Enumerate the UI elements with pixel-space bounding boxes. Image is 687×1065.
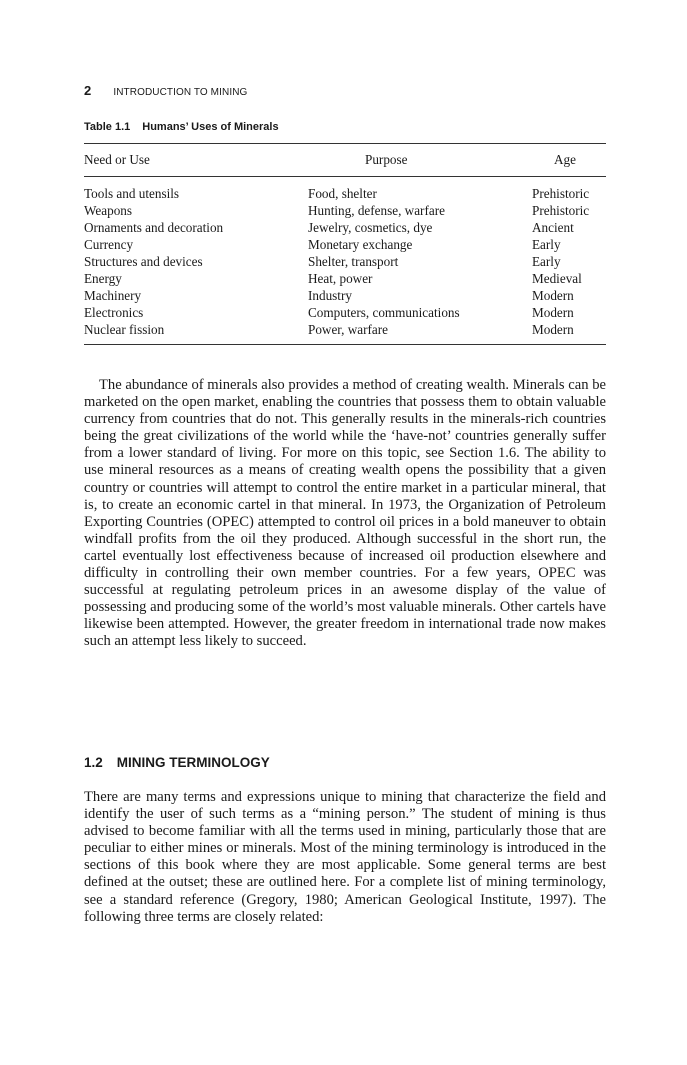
- cell-need: Structures and devices: [84, 254, 203, 269]
- minerals-uses-table: [84, 143, 606, 345]
- header-purpose: Purpose: [365, 152, 408, 167]
- body-paragraph-wealth: The abundance of minerals also provides a method of creating wealth. Minerals can be marketed on the open market, enabling the countries that possess them to obtain valuable currency from countries that do not. This generally results in the minerals-rich countries being the great civilizations of the world while the ‘have-not’ countries generally suffer from a lower standard of living. For more on this topic, see Section 1.6. The ability to use mineral resources as a means of creating wealth opens the possibility that a given country or countries will attempt to control the entire market in a particular mineral, that is, to create an economic cartel in that mineral. In 1973, the Organization of Petroleum Exporting Countries (OPEC) attempted to control oil prices in a bold maneuver to obtain windfall profits from the oil they produced. Although successful in the short run, the cartel eventually lost effectiveness because of increased oil production elsewhere and difficulty in controlling their own member countries. For a few years, OPEC was successful at regulating petroleum prices in an awesome display of the value of possessing and producing some of the world’s most valuable minerals. Other cartels have likewise been attempted. However, the greater freedom in international trade now makes such an attempt less likely to succeed.: [84, 377, 606, 650]
- table-row: [84, 321, 606, 338]
- cell-age: Medieval: [532, 271, 582, 286]
- cell-age: Early: [532, 237, 561, 252]
- cell-need: Electronics: [84, 305, 144, 320]
- page-number: 2: [84, 83, 92, 98]
- table-row: [84, 270, 606, 287]
- table-body: [84, 177, 606, 344]
- running-head: [84, 83, 247, 98]
- table-row: [84, 202, 606, 219]
- table-row: [84, 185, 606, 202]
- cell-age: Modern: [532, 288, 574, 303]
- header-age: Age: [554, 152, 576, 167]
- cell-need: Weapons: [84, 203, 133, 218]
- cell-purpose: Computers, communications: [308, 305, 460, 320]
- cell-need: Machinery: [84, 288, 142, 303]
- section-title: MINING TERMINOLOGY: [116, 755, 270, 770]
- cell-purpose: Monetary exchange: [308, 237, 413, 252]
- cell-purpose: Power, warfare: [308, 322, 389, 337]
- cell-age: Modern: [532, 305, 574, 320]
- cell-age: Prehistoric: [532, 186, 590, 201]
- body-paragraph-terminology: There are many terms and expressions unique to mining that characterize the field and identify the user of such terms as a “mining person.” The student of mining is thus advised to become familiar with all the terms used in mining, particularly those that are peculiar to either mines or minerals. Most of the mining terminology is introduced in the sections of this book where they are most applicable. Some general terms are best defined at the outset; these are outlined here. For a complete list of mining terminology, see a standard reference (Gregory, 1980; American Geological Institute, 1997). The following three terms are closely related:: [84, 789, 606, 925]
- table-header-row: [84, 144, 606, 176]
- running-head-title: INTRODUCTION TO MINING: [113, 87, 248, 98]
- cell-purpose: Industry: [308, 288, 352, 303]
- table-row: [84, 236, 606, 253]
- table-caption: [84, 121, 279, 133]
- table-caption-title: Humans’ Uses of Minerals: [142, 121, 279, 133]
- section-number: 1.2: [84, 755, 103, 770]
- cell-purpose: Heat, power: [308, 271, 373, 286]
- cell-need: Nuclear fission: [84, 322, 165, 337]
- cell-purpose: Food, shelter: [308, 186, 377, 201]
- cell-age: Ancient: [532, 220, 574, 235]
- cell-age: Prehistoric: [532, 203, 590, 218]
- table-row: [84, 219, 606, 236]
- cell-purpose: Jewelry, cosmetics, dye: [308, 220, 433, 235]
- cell-purpose: Shelter, transport: [308, 254, 399, 269]
- cell-age: Early: [532, 254, 561, 269]
- cell-need: Tools and utensils: [84, 186, 180, 201]
- table-caption-number: Table 1.1: [84, 121, 131, 133]
- cell-need: Currency: [84, 237, 134, 252]
- table-row: [84, 287, 606, 304]
- cell-need: Ornaments and decoration: [84, 220, 224, 235]
- table-bottom-rule: [84, 344, 606, 345]
- section-heading: [84, 755, 270, 770]
- cell-purpose: Hunting, defense, warfare: [308, 203, 445, 218]
- cell-age: Modern: [532, 322, 574, 337]
- table-row: [84, 304, 606, 321]
- cell-need: Energy: [84, 271, 122, 286]
- table-row: [84, 253, 606, 270]
- header-need-or-use: Need or Use: [84, 152, 150, 167]
